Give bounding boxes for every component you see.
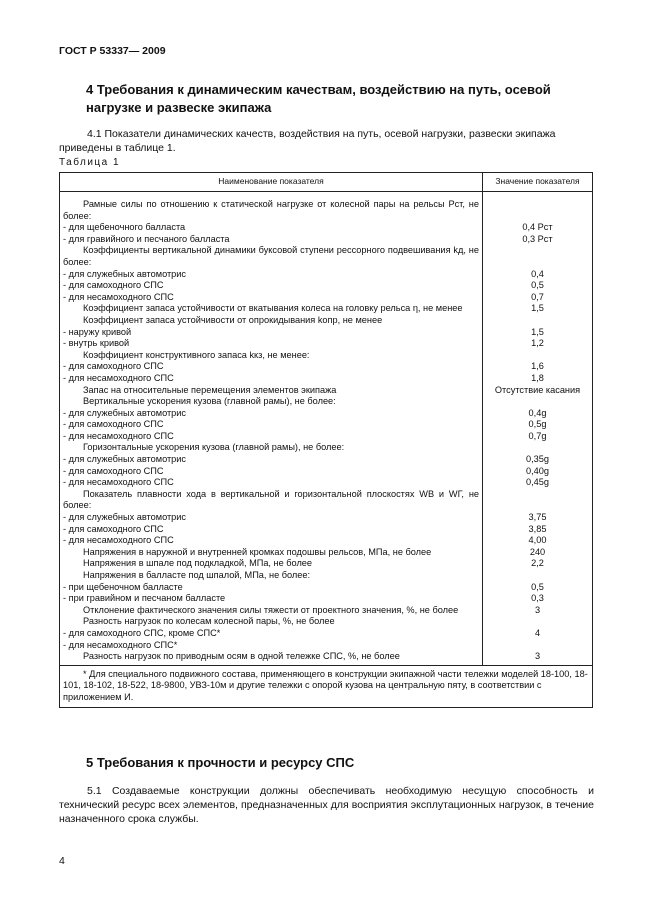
indicator-value	[483, 396, 593, 408]
indicator-name: - для самоходного СПС	[60, 524, 483, 536]
indicator-value: 0,4 Pст	[483, 222, 593, 234]
indicator-value	[483, 616, 593, 628]
table-row	[60, 269, 593, 281]
indicator-value	[483, 315, 593, 327]
indicator-name: Горизонтальные ускорения кузова (главной рамы), не более:	[60, 442, 483, 454]
indicator-value: Отсутствие касания	[483, 385, 593, 397]
indicator-value: 0,40g	[483, 466, 593, 478]
indicator-name: - для несамоходного СПС	[60, 535, 483, 547]
table-row	[60, 234, 593, 246]
table-row	[60, 616, 593, 628]
table-row	[60, 385, 593, 397]
indicator-name: Напряжения в балласте под шпалой, МПа, не более:	[60, 570, 483, 582]
indicator-name: - для самоходного СПС	[60, 361, 483, 373]
indicator-value: 0,5g	[483, 419, 593, 431]
table-row	[60, 327, 593, 339]
indicator-name: Запас на относительные перемещения элементов экипажа	[60, 385, 483, 397]
indicator-name: - для несамоходного СПС	[60, 477, 483, 489]
indicator-value: 4	[483, 628, 593, 640]
indicator-name: - для самоходного СПС	[60, 419, 483, 431]
indicator-value: 0,7g	[483, 431, 593, 443]
indicator-name: - для самоходного СПС	[60, 280, 483, 292]
indicator-value: 0,5	[483, 280, 593, 292]
indicator-value: 3	[483, 605, 593, 617]
indicator-name: - для самоходного СПС	[60, 466, 483, 478]
indicator-value: 0,35g	[483, 454, 593, 466]
indicator-name: Разность нагрузок по колесам колесной пары, %, не более	[60, 616, 483, 628]
indicator-value: 0,3	[483, 593, 593, 605]
indicator-name: Коэффициенты вертикальной динамики буксовой ступени рессорного подвешивания kд, не более:	[60, 245, 483, 268]
table-row	[60, 245, 593, 268]
table-row	[60, 512, 593, 524]
indicator-value	[483, 570, 593, 582]
indicator-value	[483, 640, 593, 652]
table-footnote: * Для специального подвижного состава, применяющего в конструкции экипажной части тележки моделей 18-100, 18-101, 18-102, 18-522, 18-9800, УВЗ-10м и другие тележки с опорой кузова на центральную пяту, в соответствии с приложением И.	[60, 665, 593, 707]
table-row	[60, 558, 593, 570]
indicator-value: 3	[483, 651, 593, 665]
table-row	[60, 396, 593, 408]
table-row	[60, 477, 593, 489]
section-5-title: 5 Требования к прочности и ресурсу СПС	[86, 755, 355, 770]
indicator-value: 1,5	[483, 303, 593, 315]
document-header: ГОСТ Р 53337— 2009	[59, 45, 166, 57]
indicator-name: - при щебеночном балласте	[60, 582, 483, 594]
indicator-value	[483, 245, 593, 268]
indicator-value: 0,4g	[483, 408, 593, 420]
table-row	[60, 570, 593, 582]
indicator-value	[483, 442, 593, 454]
table-footnote-row	[60, 665, 593, 707]
table-row	[60, 651, 593, 665]
table-row	[60, 303, 593, 315]
column-header-name: Наименование показателя	[60, 173, 483, 192]
indicator-name: - для служебных автомотрис	[60, 512, 483, 524]
indicator-name: Напряжения в наружной и внутренней кромках подошвы рельсов, МПа, не более	[60, 547, 483, 559]
indicator-value: 1,8	[483, 373, 593, 385]
table-row	[60, 454, 593, 466]
indicator-name: Отклонение фактического значения силы тяжести от проектного значения, %, не более	[60, 605, 483, 617]
indicator-value: 0,45g	[483, 477, 593, 489]
table-row	[60, 442, 593, 454]
indicator-name: - для несамоходного СПС	[60, 431, 483, 443]
table-caption: Таблица 1	[59, 157, 121, 168]
indicator-value: 0,4	[483, 269, 593, 281]
indicator-name: Коэффициент конструктивного запаса kкз, не менее:	[60, 350, 483, 362]
indicator-value: 0,7	[483, 292, 593, 304]
table-row	[60, 350, 593, 362]
indicator-name: Показатель плавности хода в вертикальной и горизонтальной плоскостях WВ и WГ, не более:	[60, 489, 483, 512]
page-number: 4	[59, 855, 65, 867]
table-row	[60, 431, 593, 443]
indicator-name: - для самоходного СПС, кроме СПС*	[60, 628, 483, 640]
indicator-name: - наружу кривой	[60, 327, 483, 339]
indicator-value: 1,6	[483, 361, 593, 373]
indicator-name: Коэффициент запаса устойчивости от опрокидывания kопр, не менее	[60, 315, 483, 327]
table-row	[60, 640, 593, 652]
indicator-name: - для несамоходного СПС*	[60, 640, 483, 652]
indicator-value	[483, 489, 593, 512]
indicator-name: Вертикальные ускорения кузова (главной рамы), не более:	[60, 396, 483, 408]
indicator-name: - для служебных автомотрис	[60, 269, 483, 281]
table-row	[60, 605, 593, 617]
table-row	[60, 408, 593, 420]
indicator-name: - для служебных автомотрис	[60, 408, 483, 420]
table-row	[60, 338, 593, 350]
indicator-name: Рамные силы по отношению к статической нагрузке от колесной пары на рельсы Pст, не более:	[60, 199, 483, 222]
table-row	[60, 535, 593, 547]
table-row	[60, 466, 593, 478]
table-row	[60, 547, 593, 559]
indicator-name: Напряжения в шпале под подкладкой, МПа, не более	[60, 558, 483, 570]
table-row	[60, 361, 593, 373]
table-row	[60, 524, 593, 536]
indicator-value	[483, 199, 593, 222]
indicator-value: 4,00	[483, 535, 593, 547]
table-row	[60, 582, 593, 594]
indicator-value: 0,3 Pст	[483, 234, 593, 246]
table-row	[60, 199, 593, 222]
table-row	[60, 280, 593, 292]
indicator-value: 3,75	[483, 512, 593, 524]
indicator-value: 2,2	[483, 558, 593, 570]
indicator-name: - для несамоходного СПС	[60, 292, 483, 304]
indicator-name: - внутрь кривой	[60, 338, 483, 350]
table-row	[60, 373, 593, 385]
table-row	[60, 419, 593, 431]
indicator-name: Разность нагрузок по приводным осям в одной тележке СПС, %, не более	[60, 651, 483, 665]
indicator-name: - при гравийном и песчаном балласте	[60, 593, 483, 605]
indicator-name: Коэффициент запаса устойчивости от вкатывания колеса на головку рельса η, не менее	[60, 303, 483, 315]
column-header-value: Значение показателя	[483, 173, 593, 192]
table-row	[60, 593, 593, 605]
indicator-name: - для несамоходного СПС	[60, 373, 483, 385]
indicator-value: 0,5	[483, 582, 593, 594]
table-row	[60, 315, 593, 327]
indicators-table	[59, 172, 593, 708]
section-4-intro: 4.1 Показатели динамических качеств, воздействия на путь, осевой нагрузки, развески экипажа приведены в таблице 1.	[59, 128, 556, 154]
section-4-title: 4 Требования к динамическим качествам, воздействию на путь, осевой нагрузке и развеске экипажа	[86, 82, 551, 115]
indicator-name: - для гравийного и песчаного балласта	[60, 234, 483, 246]
indicator-value	[483, 350, 593, 362]
indicator-value: 240	[483, 547, 593, 559]
indicator-name: - для щебеночного балласта	[60, 222, 483, 234]
table-row	[60, 292, 593, 304]
indicator-value: 1,5	[483, 327, 593, 339]
indicator-name: - для служебных автомотрис	[60, 454, 483, 466]
indicator-value: 3,85	[483, 524, 593, 536]
table-row	[60, 628, 593, 640]
section-5-paragraph: 5.1 Создаваемые конструкции должны обеспечивать необходимую несущую способность и технический ресурс всех элементов, предназначенных для восприятия эксплутационных нагрузок, в течение назначенного срока службы.	[59, 785, 594, 825]
table-row	[60, 222, 593, 234]
indicator-value: 1,2	[483, 338, 593, 350]
table-row	[60, 489, 593, 512]
